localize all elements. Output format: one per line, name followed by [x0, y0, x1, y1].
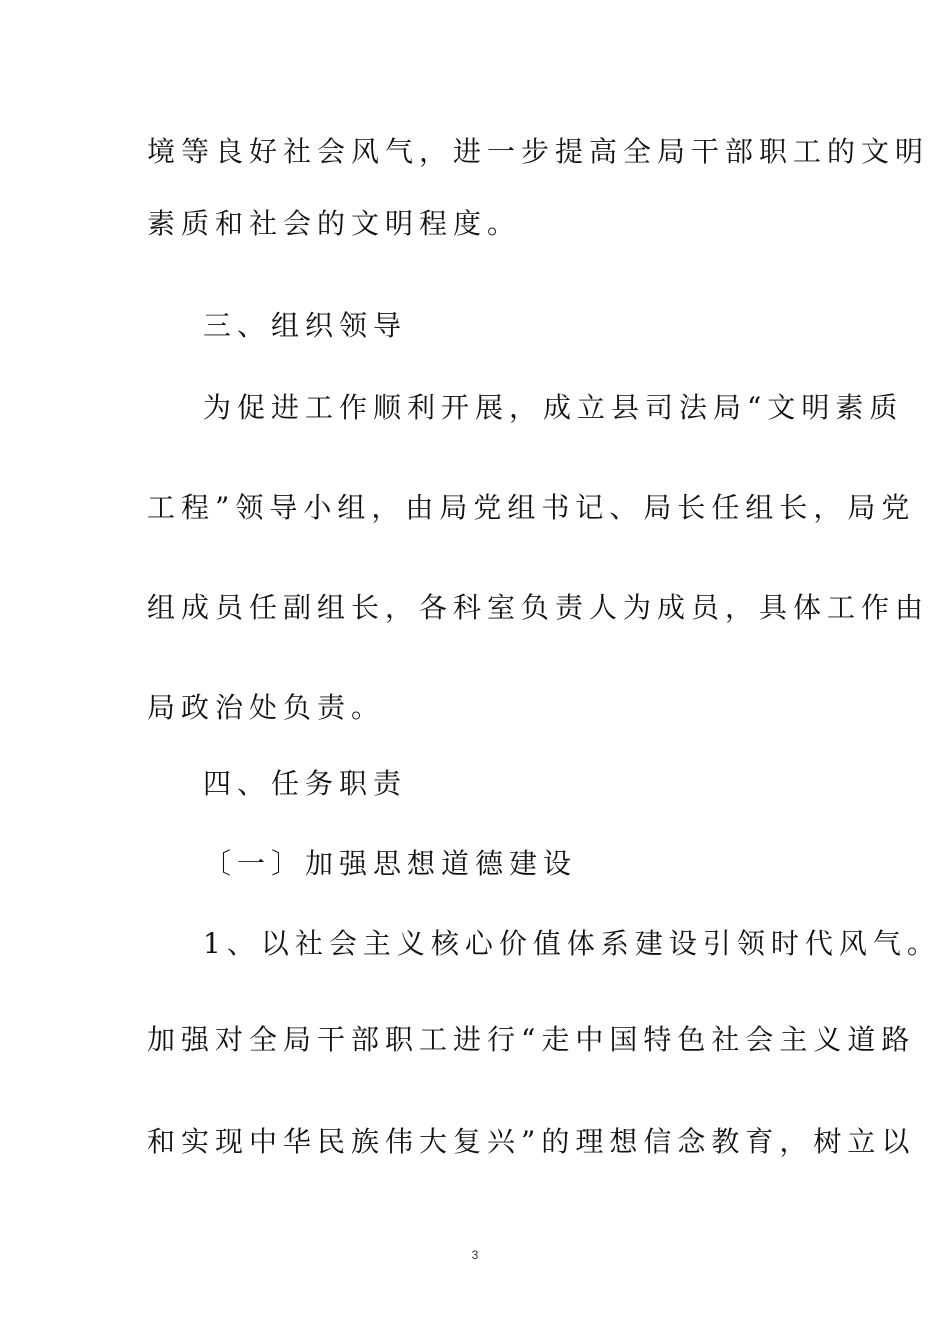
body-text-line: 加强对全局干部职工进行“走中国特色社会主义道路 [147, 1023, 916, 1056]
subsection-heading: 〔一〕加强思想道德建设 [203, 847, 578, 880]
body-text-line: 素质和社会的文明程度。 [147, 207, 522, 240]
section-heading-organization: 三、组织领导 [203, 309, 408, 342]
body-text-line: 组成员任副组长，各科室负责人为成员，具体工作由 [147, 591, 930, 624]
body-text-line: 境等良好社会风气，进一步提高全局干部职工的文明 [147, 135, 930, 168]
section-heading-duties: 四、任务职责 [203, 767, 408, 800]
body-text-line: 1、以社会主义核心价值体系建设引领时代风气。 [203, 927, 941, 960]
page-number: 3 [471, 1248, 479, 1262]
body-text-line: 为促进工作顺利开展，成立县司法局“文明素质 [203, 391, 904, 424]
body-text-line: 和实现中华民族伟大复兴”的理想信念教育，树立以 [147, 1125, 916, 1158]
body-text-line: 局政治处负责。 [147, 691, 386, 724]
body-text-line: 工程”领导小组，由局党组书记、局长任组长，局党 [147, 491, 916, 524]
